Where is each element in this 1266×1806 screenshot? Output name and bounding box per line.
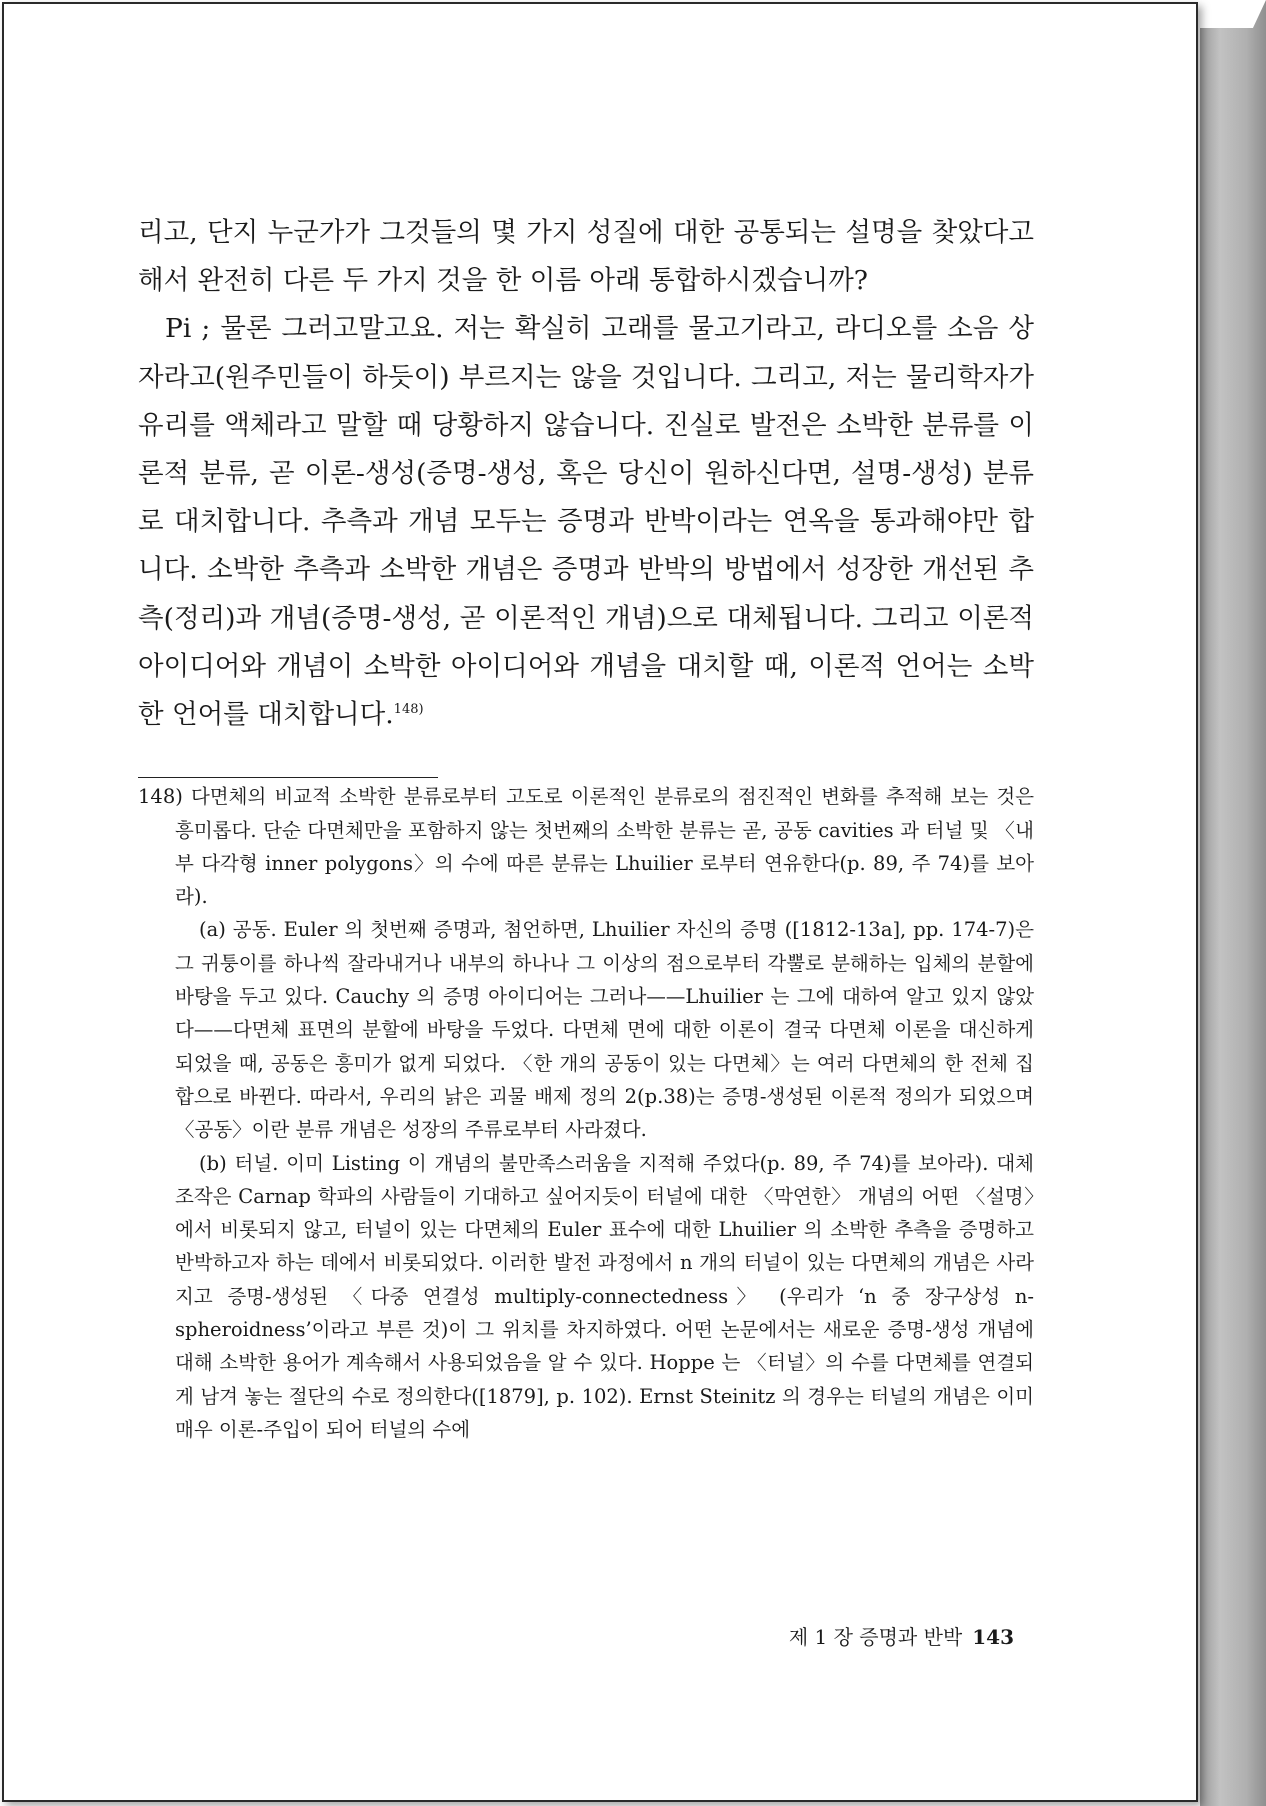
book-page (2, 2, 1198, 1802)
footnote-148-text: 다면체의 비교적 소박한 분류로부터 고도로 이론적인 분류로의 점진적인 변화를 추적해 보는 것은 흥미롭다. 단순 다면체만을 포함하지 않는 첫번째의 소박한 분류는 곧, 공동 cavities 과 터널 및 〈내부 다각형 inner polygons〉의 수에 따른 분류는 Lhuilier 로부터 연유한다(p. 89, 주 74)를 보아라). (175, 785, 1034, 909)
main-paragraph-1: 리고, 단지 누군가가 그것들의 몇 가지 성질에 대한 공통되는 설명을 찾았다고 해서 완전히 다른 두 가지 것을 한 이름 아래 통합하시겠습니까? (138, 217, 1034, 297)
main-paragraph-2 (138, 305, 1034, 739)
page-number: 143 (972, 1625, 1014, 1649)
footnote-divider (138, 777, 438, 778)
footnote-148 (138, 780, 1034, 913)
footnote-block (138, 780, 1034, 1446)
book-page-edge (1200, 0, 1266, 1806)
footnote-number: 148) (138, 785, 183, 809)
running-footer (704, 1621, 1014, 1650)
page-content (138, 209, 1034, 1446)
footnote-para-b: (b) 터널. 이미 Listing 이 개념의 불만족스러움을 지적해 주었다(p. 89, 주 74)를 보아라). 대체 조작은 Carnap 학파의 사람들이 기대하고 싶어지듯이 터널에 대한 〈막연한〉 개념의 어떤 〈설명〉에서 비롯되지 않고, 터널이 있는 다면체의 Euler 표수에 대한 Lhuilier 의 소박한 추측을 증명하고 반박하고자 하는 데에서 비롯되었다. 이러한 발전 과정에서 n 개의 터널이 있는 다면체의 개념은 사라지고 증명-생성된 〈다중 연결성 multiply-connectedness〉 (우리가 ‘n 중 장구상성 n-spheroidness’이라고 부른 것)이 그 위치를 차지하였다. 어떤 논문에서는 새로운 증명-생성 개념에 대해 소박한 용어가 계속해서 사용되었음을 알 수 있다. Hoppe 는 〈터널〉의 수를 다면체를 연결되게 남겨 놓는 절단의 수로 정의한다([1879], p. 102). Ernst Steinitz 의 경우는 터널의 개념은 이미 매우 이론-주입이 되어 터널의 수에 (175, 1151, 1034, 1441)
main-paragraph-2-text: Pi ; 물론 그러고말고요. 저는 확실히 고래를 물고기라고, 라디오를 소음 상자라고(원주민들이 하듯이) 부르지는 않을 것입니다. 그리고, 저는 물리학자가 유리를 액체라고 말할 때 당황하지 않습니다. 진실로 발전은 소박한 분류를 이론적 분류, 곧 이론-생성(증명-생성, 혹은 당신이 원하신다면, 설명-생성) 분류로 대치합니다. 추측과 개념 모두는 증명과 반박이라는 연옥을 통과해야만 합니다. 소박한 추측과 소박한 개념은 증명과 반박의 방법에서 성장한 개선된 추측(정리)과 개념(증명-생성, 곧 이론적인 개념)으로 대체됩니다. 그리고 이론적 아이디어와 개념이 소박한 아이디어와 개념을 대치할 때, 이론적 언어는 소박한 언어를 대치합니다. (138, 313, 1034, 731)
footnote-reference: 148) (393, 702, 424, 718)
footnote-para-a: (a) 공동. Euler 의 첫번째 증명과, 첨언하면, Lhuilier 자신의 증명 ([1812-13a], pp. 174-7)은 그 귀퉁이를 하나씩 잘라내거나 내부의 하나나 그 이상의 점으로부터 각뿔로 분해하는 입체의 분할에 바탕을 두고 있다. Cauchy 의 증명 아이디어는 그러나——Lhuilier 는 그에 대하여 알고 있지 않았다——다면체 표면의 분할에 바탕을 두었다. 다면체 면에 대한 이론이 결국 다면체 이론을 대신하게 되었을 때, 공동은 흥미가 없게 되었다. 〈한 개의 공동이 있는 다면체〉는 여러 다면체의 한 전체 집합으로 바뀐다. 따라서, 우리의 낡은 괴물 배제 정의 2(p.38)는 증명-생성된 이론적 정의가 되었으며 〈공동〉이란 분류 개념은 성장의 주류로부터 사라졌다. (175, 918, 1034, 1142)
chapter-title: 제 1 장 증명과 반박 (788, 1625, 963, 1649)
main-text-block (138, 209, 1034, 739)
